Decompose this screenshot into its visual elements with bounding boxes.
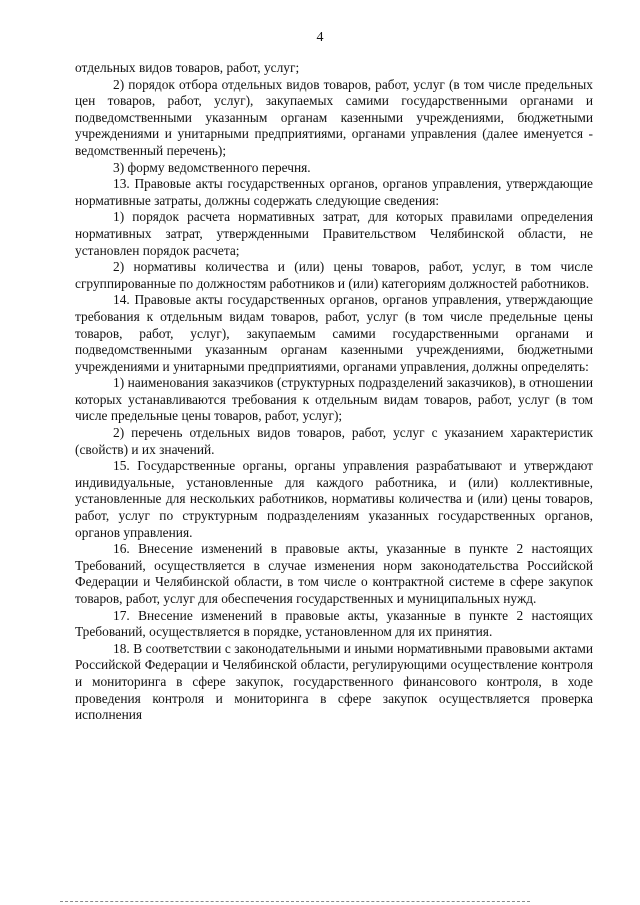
paragraph-clause-17: 17. Внесение изменений в правовые акты, указанные в пункте 2 настоящих Требований, осуществляется в порядке, установленном для их принятия. [75,607,593,640]
paragraph-clause-18: 18. В соответствии с законодательными и иными нормативными правовыми актами Российской Федерации и Челябинской области, регулирующими осуществление контроля и мониторинга в сфере закупок, государственного финансового контроля, в ходе проведения контроля и мониторинга в сфере закупок осуществляется проверка исполнения [75,640,593,723]
paragraph-item-14-1: 1) наименования заказчиков (структурных подразделений заказчиков), в отношении которых устанавливаются требования к отдельным видам товаров, работ, услуг (в том числе предельные цены товаров, работ, услуг); [75,375,593,424]
paragraph-continuation: отдельных видов товаров, работ, услуг; [75,60,300,75]
paragraph-clause-13: 13. Правовые акты государственных органов, органов управления, утверждающие нормативные затраты, должны содержать следующие сведения: [75,176,593,208]
page-number: 4 [316,30,324,45]
paragraph-clause-16: 16. Внесение изменений в правовые акты, указанные в пункте 2 настоящих Требований, осуществляется в случае изменения норм законодательства Российской Федерации и Челябинской области, в том числе о контрактной системе в сфере закупок товаров, работ, услуг для обеспечения государственных и муниципальных нужд. [75,541,593,606]
paragraph-item-13-2: 2) нормативы количества и (или) цены товаров, работ, услуг, в том числе сгруппированные по должностям работников и (или) категориям должностей работников. [75,259,593,291]
paragraph-clause-15: 15. Государственные органы, органы управления разрабатывают и утверждают индивидуальные, установленные для каждого работника, и (или) коллективные, установленные для нескольких работников, нормативы количества и (или) цены товаров, работ, услуг по структурным подразделениям указанных государственных органов, органов управления. [75,458,593,540]
paragraph-clause-14: 14. Правовые акты государственных органов, органов управления, утверждающие требования к отдельным видам товаров, работ, услуг (в том числе предельные цены товаров, работ, услуг), закупаемым самими государственными органами и подведомственными указанным органам казенными учреждениями, бюджетными учреждениями и унитарными предприятиями, органами управления, должны определять: [75,292,593,374]
scan-edge-line [60,901,530,902]
paragraph-item-12-2: 2) порядок отбора отдельных видов товаров, работ, услуг (в том числе предельных цен товаров, работ, услуг), закупаемых самими государственными органами и подведомственными указанным органам казенными учреждениями, бюджетными учреждениями и унитарными предприятиями, органами управления (далее именуется - ведомственный перечень); [75,76,593,158]
paragraph-item-12-3: 3) форму ведомственного перечня. [113,159,311,175]
paragraph-item-13-1: 1) порядок расчета нормативных затрат, для которых правилами определения нормативных затрат, утвержденными Правительством Челябинской области, не установлен порядок расчета; [75,209,593,258]
paragraph-item-14-2: 2) перечень отдельных видов товаров, работ, услуг с указанием характеристик (свойств) и их значений. [75,425,593,457]
document-body [75,60,593,724]
